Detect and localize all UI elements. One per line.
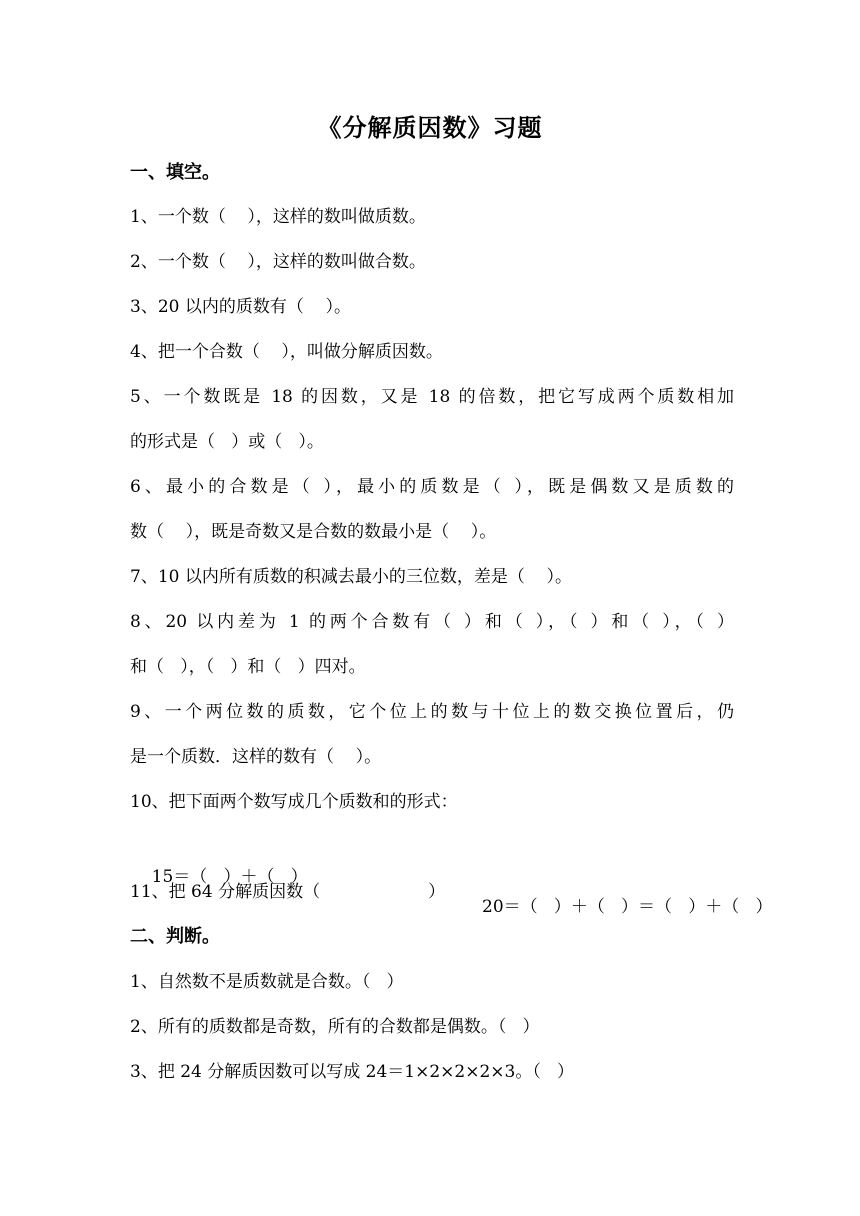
page-title: 《分解质因数》习题 bbox=[317, 113, 543, 142]
question-line: 6、最小的合数是（ ），最小的质数是（ ），既是偶数又是质数的 bbox=[130, 477, 734, 497]
question-line-continued: 的形式是（ ）或（ ）。 bbox=[130, 432, 324, 452]
question-line: 1、一个数（ ），这样的数叫做质数。 bbox=[130, 207, 426, 227]
question-line: 7、10 以内所有质数的积减去最小的三位数，差是（ ）。 bbox=[130, 567, 572, 587]
question-line: 2、所有的质数都是奇数，所有的合数都是偶数。（ ） bbox=[130, 1017, 540, 1037]
question-line-continued: 是一个质数．这样的数有（ ）。 bbox=[130, 747, 382, 767]
equation-15: 15＝（ ）＋（ ） bbox=[151, 867, 308, 887]
question-line-continued: 数（ ），既是奇数又是合数的数最小是（ ）。 bbox=[130, 522, 497, 542]
question-line: 11、把 64 分解质因数（ ） bbox=[130, 882, 446, 902]
question-line: 10、把下面两个数写成几个质数和的形式： bbox=[130, 792, 458, 812]
section-heading-fill-in: 一、填空。 bbox=[130, 162, 220, 183]
question-line: 8、20 以内差为 1 的两个合数有（ ）和（ ），（ ）和（ ），（ ） bbox=[130, 612, 734, 632]
question-line: 4、把一个合数（ ），叫做分解质因数。 bbox=[130, 342, 443, 362]
question-line-continued: 和（ ），（ ）和（ ）四对。 bbox=[130, 657, 366, 677]
question-line: 1、自然数不是质数就是合数。（ ） bbox=[130, 972, 404, 992]
section-heading-judgement: 二、判断。 bbox=[130, 926, 220, 947]
equation-20: 20＝（ ）＋（ ）＝（ ）＋（ ） bbox=[482, 897, 773, 917]
question-line: 3、20 以内的质数有（ ）。 bbox=[130, 297, 351, 317]
question-line: 9、一个两位数的质数，它个位上的数与十位上的数交换位置后，仍 bbox=[130, 702, 734, 722]
question-line: 3、把 24 分解质因数可以写成 24＝1×2×2×2×3。（ ） bbox=[130, 1062, 575, 1082]
question-line: 2、一个数（ ），这样的数叫做合数。 bbox=[130, 252, 426, 272]
question-line: 5、一个数既是 18 的因数，又是 18 的倍数，把它写成两个质数相加 bbox=[130, 387, 734, 407]
